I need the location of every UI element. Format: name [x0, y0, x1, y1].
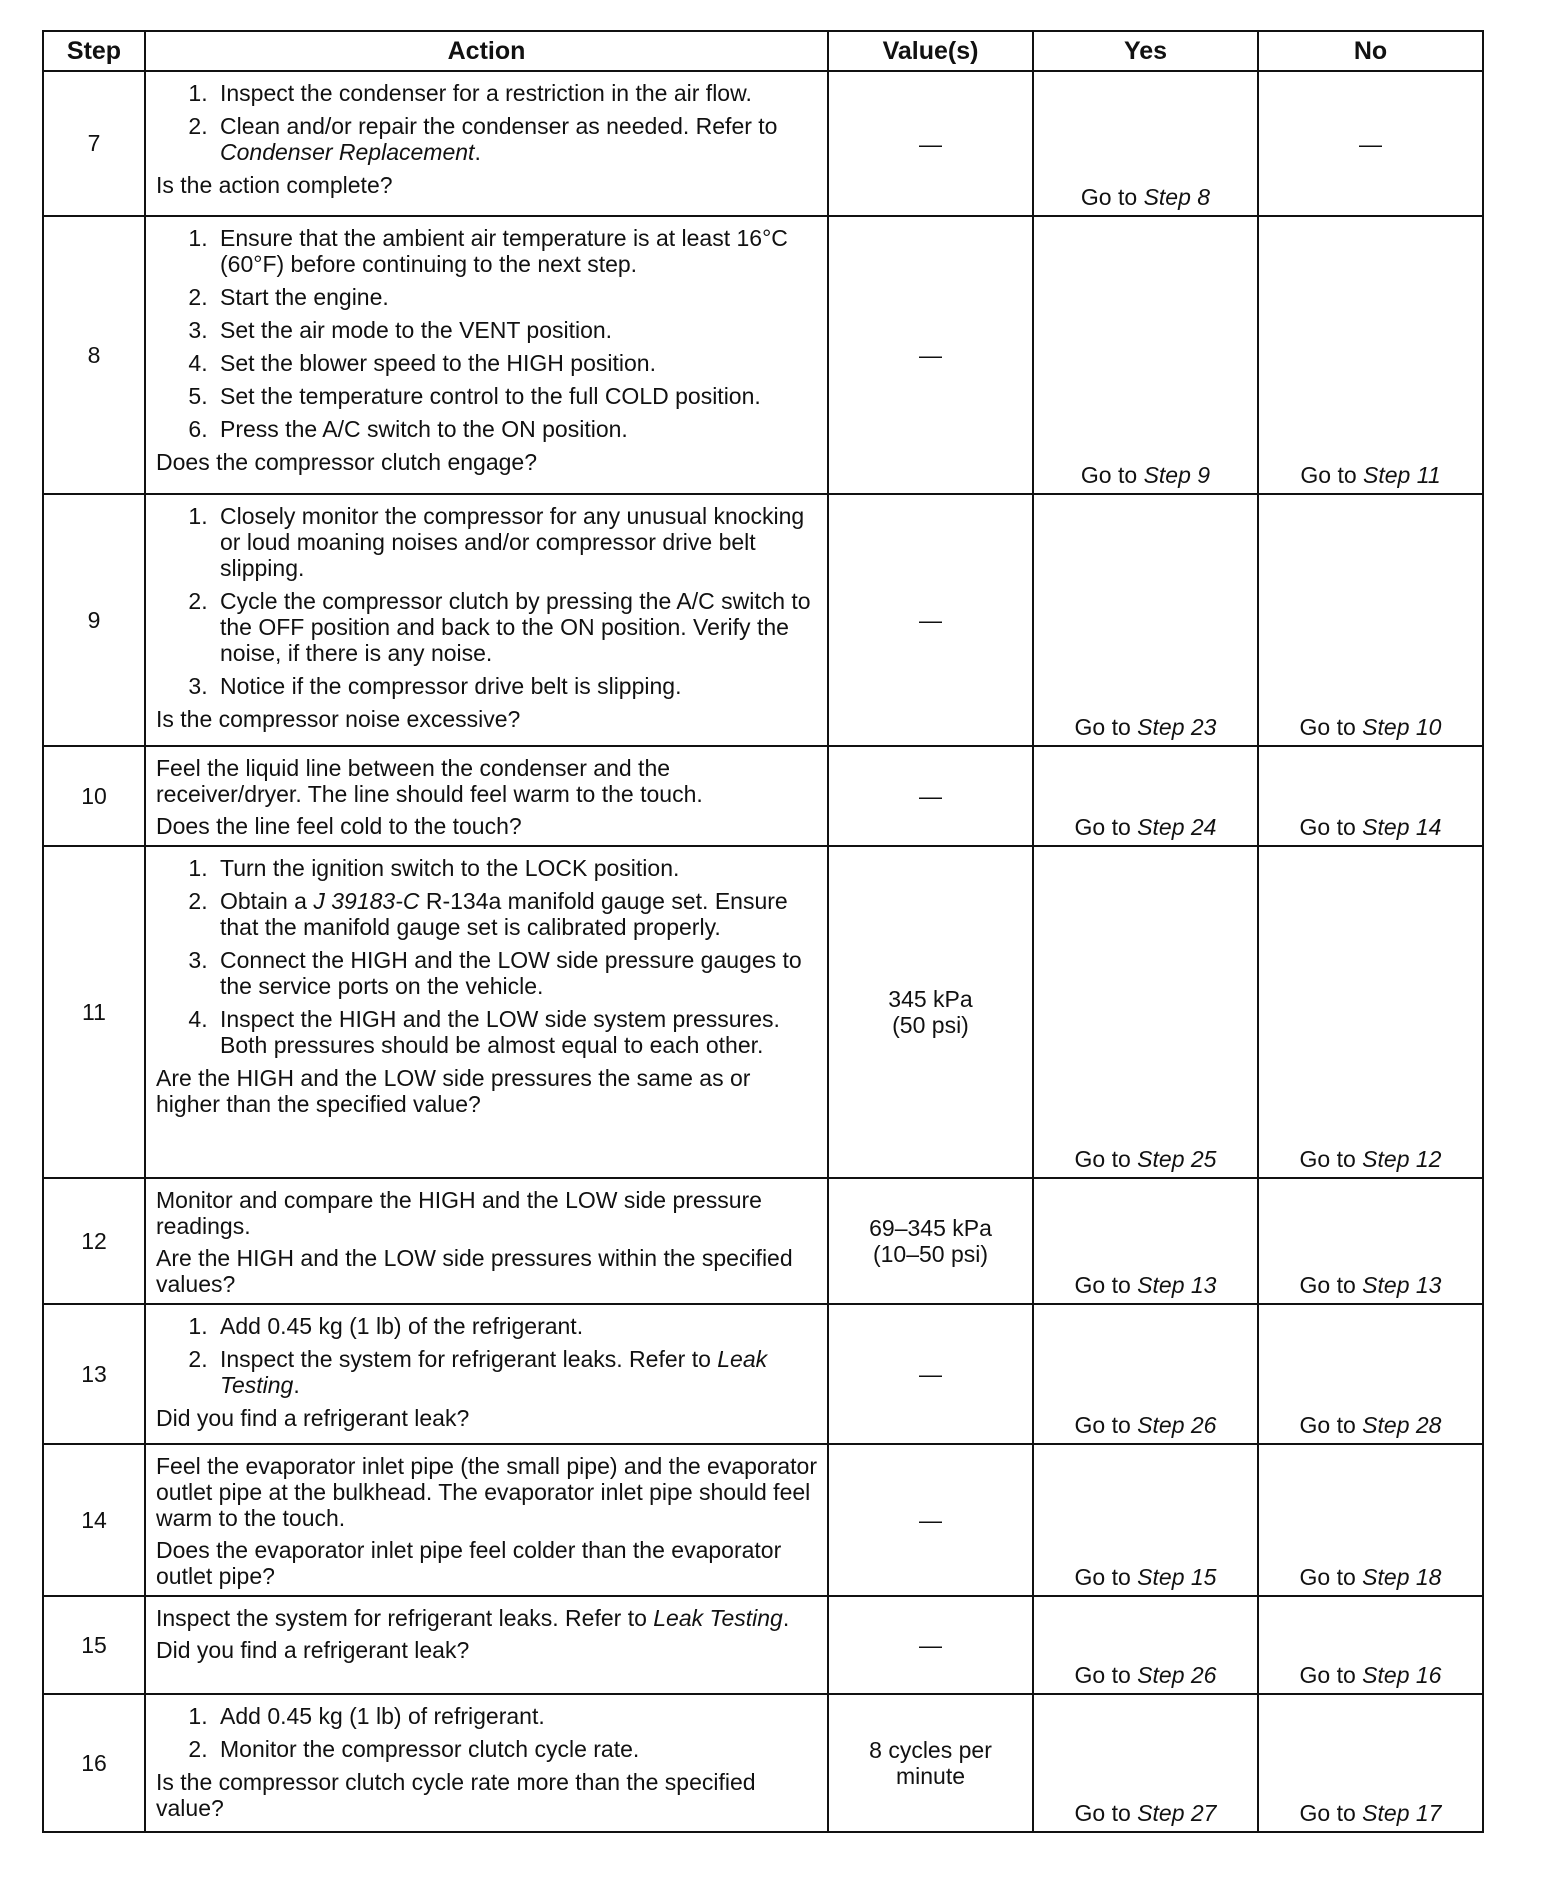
step-number: 10	[43, 746, 145, 846]
yes-step-link: Step 15	[1137, 1564, 1217, 1590]
yes-cell: Go to Step 24	[1033, 746, 1258, 846]
value-cell: —	[828, 494, 1033, 746]
yes-cell: Go to Step 23	[1033, 494, 1258, 746]
no-step-link: Step 16	[1362, 1662, 1442, 1688]
no-cell: Go to Step 10	[1258, 494, 1483, 746]
yes-step-link: Step 26	[1137, 1412, 1217, 1438]
header-no: No	[1258, 31, 1483, 71]
table-row	[43, 216, 1483, 494]
question: Are the HIGH and the LOW side pressures the same as or higher than the specified value?	[156, 1065, 751, 1117]
yes-step-link: Step 9	[1143, 462, 1211, 488]
value-cell: —	[828, 216, 1033, 494]
question: Are the HIGH and the LOW side pressures within the specified values?	[156, 1245, 793, 1297]
action-item: 2. Start the engine.	[214, 284, 817, 310]
action-steps	[156, 503, 817, 699]
value-cell: 8 cycles per minute	[828, 1694, 1033, 1832]
yes-cell: Go to Step 9	[1033, 216, 1258, 494]
question: Does the line feel cold to the touch?	[156, 813, 522, 839]
action-item: 3. Notice if the compressor drive belt is slipping.	[214, 673, 817, 699]
step-number: 16	[43, 1694, 145, 1832]
yes-step-link: Step 26	[1137, 1662, 1217, 1688]
no-step-link: Step 10	[1362, 714, 1442, 740]
action-item: 5. Set the temperature control to the full COLD position.	[214, 383, 817, 409]
action-steps	[156, 1313, 817, 1398]
no-step-link: Step 13	[1362, 1272, 1442, 1298]
no-cell: Go to Step 12	[1258, 846, 1483, 1178]
action-text: Monitor and compare the HIGH and the LOW side pressure readings.	[156, 1187, 762, 1239]
action-steps	[156, 225, 817, 442]
header-row	[43, 31, 1483, 71]
table-row	[43, 1694, 1483, 1832]
action-cell	[145, 1596, 828, 1694]
step-number: 7	[43, 71, 145, 216]
header-values: Value(s)	[828, 31, 1033, 71]
action-text: Inspect the system for refrigerant leaks. Refer to Leak Testing.	[156, 1605, 790, 1631]
table-row	[43, 494, 1483, 746]
question: Did you find a refrigerant leak?	[156, 1637, 470, 1663]
action-cell	[145, 1444, 828, 1596]
question: Does the evaporator inlet pipe feel colder than the evaporator outlet pipe?	[156, 1537, 782, 1589]
step-number: 8	[43, 216, 145, 494]
step-number: 14	[43, 1444, 145, 1596]
yes-cell: Go to Step 27	[1033, 1694, 1258, 1832]
no-step-link: Step 14	[1362, 814, 1442, 840]
value-cell: —	[828, 71, 1033, 216]
table-row	[43, 71, 1483, 216]
action-item: 1. Add 0.45 kg (1 lb) of the refrigerant.	[214, 1313, 817, 1339]
action-item: 1. Add 0.45 kg (1 lb) of refrigerant.	[214, 1703, 817, 1729]
no-step-link: Step 12	[1362, 1146, 1442, 1172]
action-cell	[145, 1304, 828, 1444]
action-cell	[145, 1694, 828, 1832]
action-cell	[145, 494, 828, 746]
no-cell: —	[1258, 71, 1483, 216]
table-row	[43, 746, 1483, 846]
diagnostic-table-page	[42, 30, 1482, 1833]
table-row	[43, 1444, 1483, 1596]
action-text: Feel the evaporator inlet pipe (the small pipe) and the evaporator outlet pipe at the bulkhead. The evaporator inlet pipe should feel warm to the touch.	[156, 1453, 818, 1531]
action-item: 1. Closely monitor the compressor for any unusual knocking or loud moaning noises and/or compressor drive belt slipping.	[214, 503, 817, 581]
action-item: 2. Clean and/or repair the condenser as needed. Refer to Condenser Replacement.	[214, 113, 817, 165]
action-steps	[156, 855, 817, 1058]
question: Is the action complete?	[156, 172, 393, 198]
no-step-link: Step 11	[1363, 462, 1441, 488]
action-item: 1. Inspect the condenser for a restriction in the air flow.	[214, 80, 817, 106]
action-item: 4. Inspect the HIGH and the LOW side system pressures. Both pressures should be almost equal to each other.	[214, 1006, 817, 1058]
action-cell	[145, 846, 828, 1178]
action-steps	[156, 1703, 817, 1762]
action-cell	[145, 71, 828, 216]
action-item: 3. Connect the HIGH and the LOW side pressure gauges to the service ports on the vehicle.	[214, 947, 817, 999]
action-text: Feel the liquid line between the condenser and the receiver/dryer. The line should feel warm to the touch.	[156, 755, 703, 807]
action-item: 2. Cycle the compressor clutch by pressing the A/C switch to the OFF position and back to the ON position. Verify the noise, if there is any noise.	[214, 588, 817, 666]
step-number: 9	[43, 494, 145, 746]
no-cell: Go to Step 11	[1258, 216, 1483, 494]
value-cell: —	[828, 1304, 1033, 1444]
no-step-link: Step 28	[1362, 1412, 1442, 1438]
table-row	[43, 1596, 1483, 1694]
yes-cell: Go to Step 26	[1033, 1596, 1258, 1694]
yes-step-link: Step 8	[1143, 184, 1211, 210]
step-number: 12	[43, 1178, 145, 1304]
table-row	[43, 846, 1483, 1178]
action-item: 2. Inspect the system for refrigerant leaks. Refer to Leak Testing.	[214, 1346, 817, 1398]
yes-step-link: Step 23	[1137, 714, 1217, 740]
header-yes: Yes	[1033, 31, 1258, 71]
no-cell: Go to Step 28	[1258, 1304, 1483, 1444]
value-cell: —	[828, 746, 1033, 846]
no-step-link: Step 17	[1362, 1800, 1442, 1826]
step-number: 11	[43, 846, 145, 1178]
diagnostic-table	[42, 30, 1484, 1833]
action-item: 6. Press the A/C switch to the ON position.	[214, 416, 817, 442]
yes-step-link: Step 25	[1137, 1146, 1217, 1172]
yes-step-link: Step 13	[1137, 1272, 1217, 1298]
step-number: 15	[43, 1596, 145, 1694]
action-steps	[156, 80, 817, 165]
no-cell: Go to Step 13	[1258, 1178, 1483, 1304]
yes-cell: Go to Step 15	[1033, 1444, 1258, 1596]
yes-cell: Go to Step 25	[1033, 846, 1258, 1178]
question: Did you find a refrigerant leak?	[156, 1405, 470, 1431]
header-step: Step	[43, 31, 145, 71]
question: Does the compressor clutch engage?	[156, 449, 537, 475]
header-action: Action	[145, 31, 828, 71]
yes-cell: Go to Step 8	[1033, 71, 1258, 216]
value-cell: —	[828, 1596, 1033, 1694]
value-cell: 345 kPa (50 psi)	[828, 846, 1033, 1178]
action-item: 2. Obtain a J 39183-C R-134a manifold gauge set. Ensure that the manifold gauge set is calibrated properly.	[214, 888, 817, 940]
action-item: 1. Turn the ignition switch to the LOCK position.	[214, 855, 817, 881]
table-row	[43, 1178, 1483, 1304]
yes-cell: Go to Step 26	[1033, 1304, 1258, 1444]
action-cell	[145, 746, 828, 846]
yes-cell: Go to Step 13	[1033, 1178, 1258, 1304]
no-cell: Go to Step 14	[1258, 746, 1483, 846]
yes-step-link: Step 24	[1137, 814, 1217, 840]
action-item: 4. Set the blower speed to the HIGH position.	[214, 350, 817, 376]
question: Is the compressor noise excessive?	[156, 706, 521, 732]
yes-step-link: Step 27	[1137, 1800, 1217, 1826]
question: Is the compressor clutch cycle rate more than the specified value?	[156, 1769, 756, 1821]
no-cell: Go to Step 16	[1258, 1596, 1483, 1694]
no-step-link: Step 18	[1362, 1564, 1442, 1590]
table-row	[43, 1304, 1483, 1444]
no-cell: Go to Step 18	[1258, 1444, 1483, 1596]
action-item: 1. Ensure that the ambient air temperature is at least 16°C (60°F) before continuing to the next step.	[214, 225, 817, 277]
action-item: 3. Set the air mode to the VENT position.	[214, 317, 817, 343]
no-cell: Go to Step 17	[1258, 1694, 1483, 1832]
value-cell: —	[828, 1444, 1033, 1596]
action-item: 2. Monitor the compressor clutch cycle rate.	[214, 1736, 817, 1762]
step-number: 13	[43, 1304, 145, 1444]
action-cell	[145, 216, 828, 494]
action-cell	[145, 1178, 828, 1304]
value-cell: 69–345 kPa (10–50 psi)	[828, 1178, 1033, 1304]
